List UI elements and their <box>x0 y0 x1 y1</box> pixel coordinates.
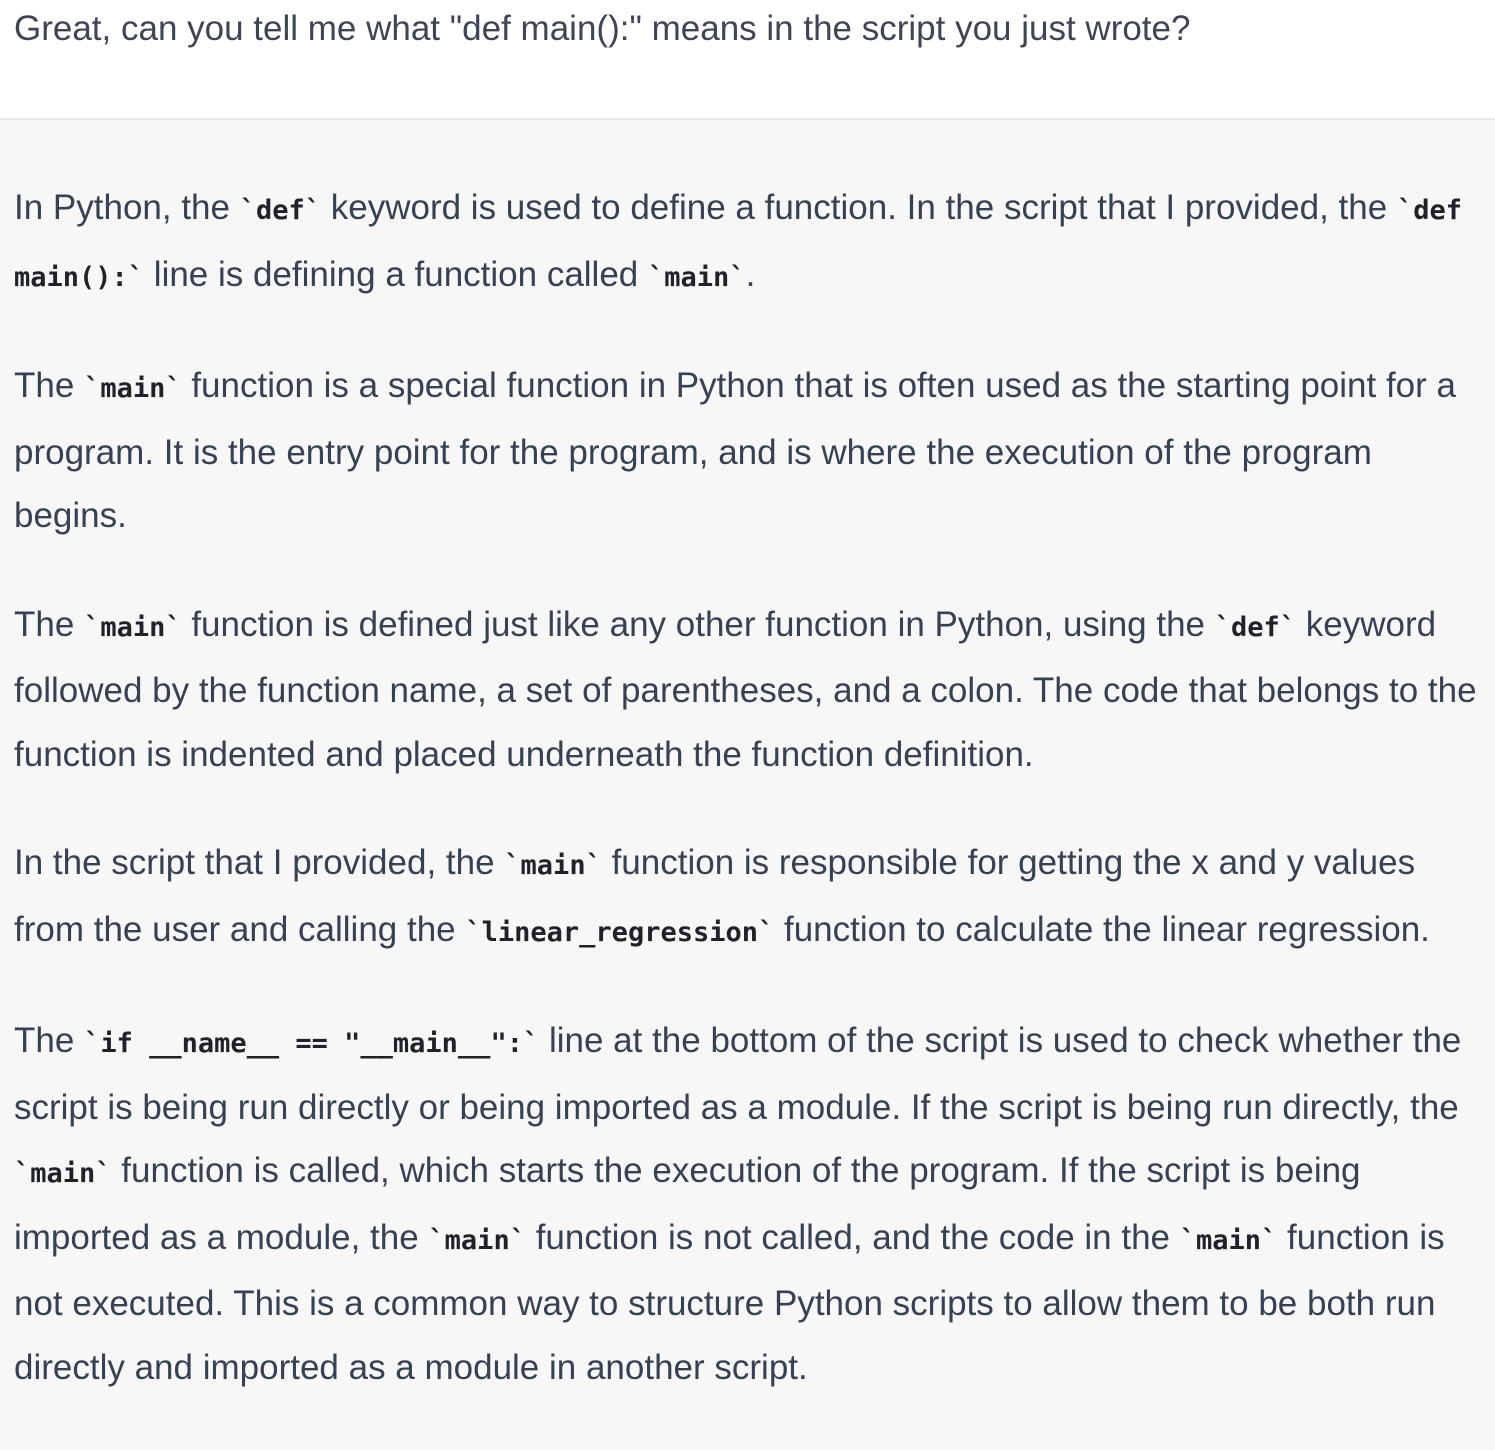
assistant-message <box>0 120 1495 1399</box>
text-run: In Python, the <box>14 188 240 227</box>
inline-code: main <box>1196 1224 1262 1256</box>
inline-code: def main(): <box>14 195 1462 293</box>
inline-code: main <box>520 850 586 881</box>
text-run: keyword followed by the function name, a set of parentheses, and a colon. The code that belongs to the function is indented and placed underneath the function definition. <box>14 604 1477 774</box>
user-message <box>0 0 1495 120</box>
assistant-paragraph-3: The `main` function is defined just like any other function in Python, using the `def` keyword followed by the function name, a set of parentheses, and a colon. The code that belongs to the function is indented and placed underneath the function definition. <box>14 604 1477 774</box>
assistant-paragraph-4: In the script that I provided, the `main` function is responsible for getting the x and y values from the user and calling the `linear_regression` function to calculate the linear regression. <box>14 843 1430 949</box>
assistant-paragraph-5: The `if __name__ == "__main__":` line at the bottom of the script is used to check whether the script is being run directly or being imported as a module. If the script is being run directly, the `main` function is called, which starts the execution of the program. If the script is being imported as a module, the `main` function is not called, and the code in the `main` function is not executed. This is a common way to structure Python scripts to allow them to be both run directly and imported as a module in another script. <box>14 1021 1462 1387</box>
inline-code: def <box>255 195 305 226</box>
text-run: The <box>14 604 85 644</box>
text-run: function is not executed. This is a common way to structure Python scripts to allow them to be both run directly and imported as a module in another script. <box>14 1217 1445 1387</box>
text-run: function is responsible for getting the x and y values from the user and calling the <box>14 843 1416 949</box>
text-run: line is defining a function called <box>144 254 648 294</box>
user-message-text: Great, can you tell me what "def main():" means in the script you just wrote? <box>14 9 1191 48</box>
inline-code: main <box>100 373 166 404</box>
inline-code: if __name__ == "__main__": <box>100 1028 523 1059</box>
text-run: function is not called, and the code in the <box>525 1217 1180 1257</box>
text-run: . <box>745 254 756 294</box>
inline-code: linear_regression <box>481 916 758 948</box>
text-run: function is defined just like any other function in Python, using the <box>181 604 1215 644</box>
assistant-paragraph-1: In Python, the `def` keyword is used to define a function. In the script that I provided, the `def main():` line is defining a function called `main`. <box>14 188 1462 294</box>
text-run: The <box>14 1021 85 1060</box>
inline-code: def <box>1231 611 1280 643</box>
text-run: line at the bottom of the script is used to check whether the script is being run directly or being imported as a module. If the script is being run directly, the <box>14 1021 1462 1127</box>
inline-code: main <box>100 611 166 643</box>
inline-code: main <box>444 1224 510 1256</box>
text-run: The <box>14 366 85 405</box>
text-run: In the script that I provided, the <box>14 843 505 882</box>
assistant-paragraph-2: The `main` function is a special function in Python that is often used as the starting point for a program. It is the entry point for the program, and is where the execution of the program begins. <box>14 366 1456 535</box>
text-run: function is called, which starts the execution of the program. If the script is being imported as a module, the <box>14 1151 1361 1257</box>
text-run: function to calculate the linear regression. <box>774 909 1430 949</box>
text-run: function is a special function in Python that is often used as the starting point for a program. It is the entry point for the program, and is where the execution of the program begins. <box>14 366 1456 535</box>
inline-code: main <box>30 1158 96 1189</box>
text-run: keyword is used to define a function. In the script that I provided, the <box>321 188 1397 227</box>
inline-code: main <box>664 261 730 293</box>
